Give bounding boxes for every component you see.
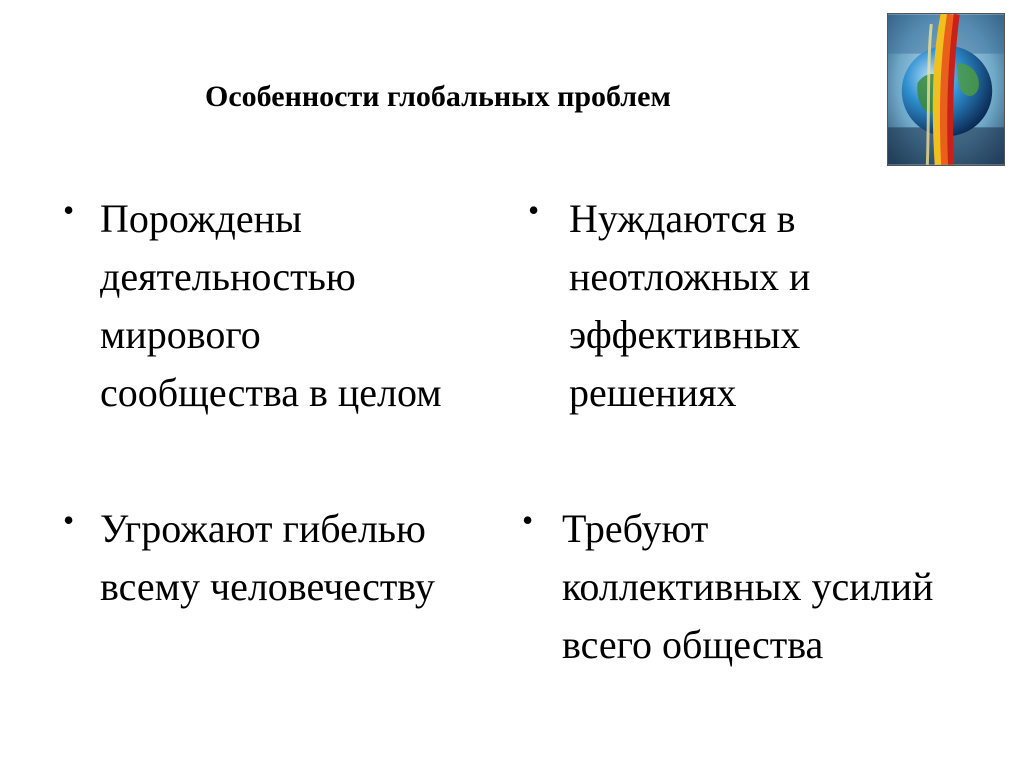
bullet-dot: • <box>63 192 75 228</box>
bullet-item <box>522 500 1012 674</box>
globe-image <box>887 13 1005 166</box>
bullet-text: Угрожают гибелью всему человечеству <box>100 506 435 609</box>
bullet-text: Порождены деятельностью мирового сообщества в целом <box>100 196 442 415</box>
bullet-dot: • <box>522 502 534 538</box>
bullet-item <box>63 500 520 616</box>
slide-title: Особенности глобальных проблем <box>205 80 671 113</box>
bullet-item <box>63 190 520 422</box>
bullet-dot: • <box>528 192 540 228</box>
bullet-dot: • <box>63 502 75 538</box>
bullet-text: Требуют коллективных усилий всего общества <box>562 506 934 667</box>
bullet-text: Нуждаются в неотложных и эффективных решениях <box>569 196 811 415</box>
bullet-item <box>528 190 949 422</box>
